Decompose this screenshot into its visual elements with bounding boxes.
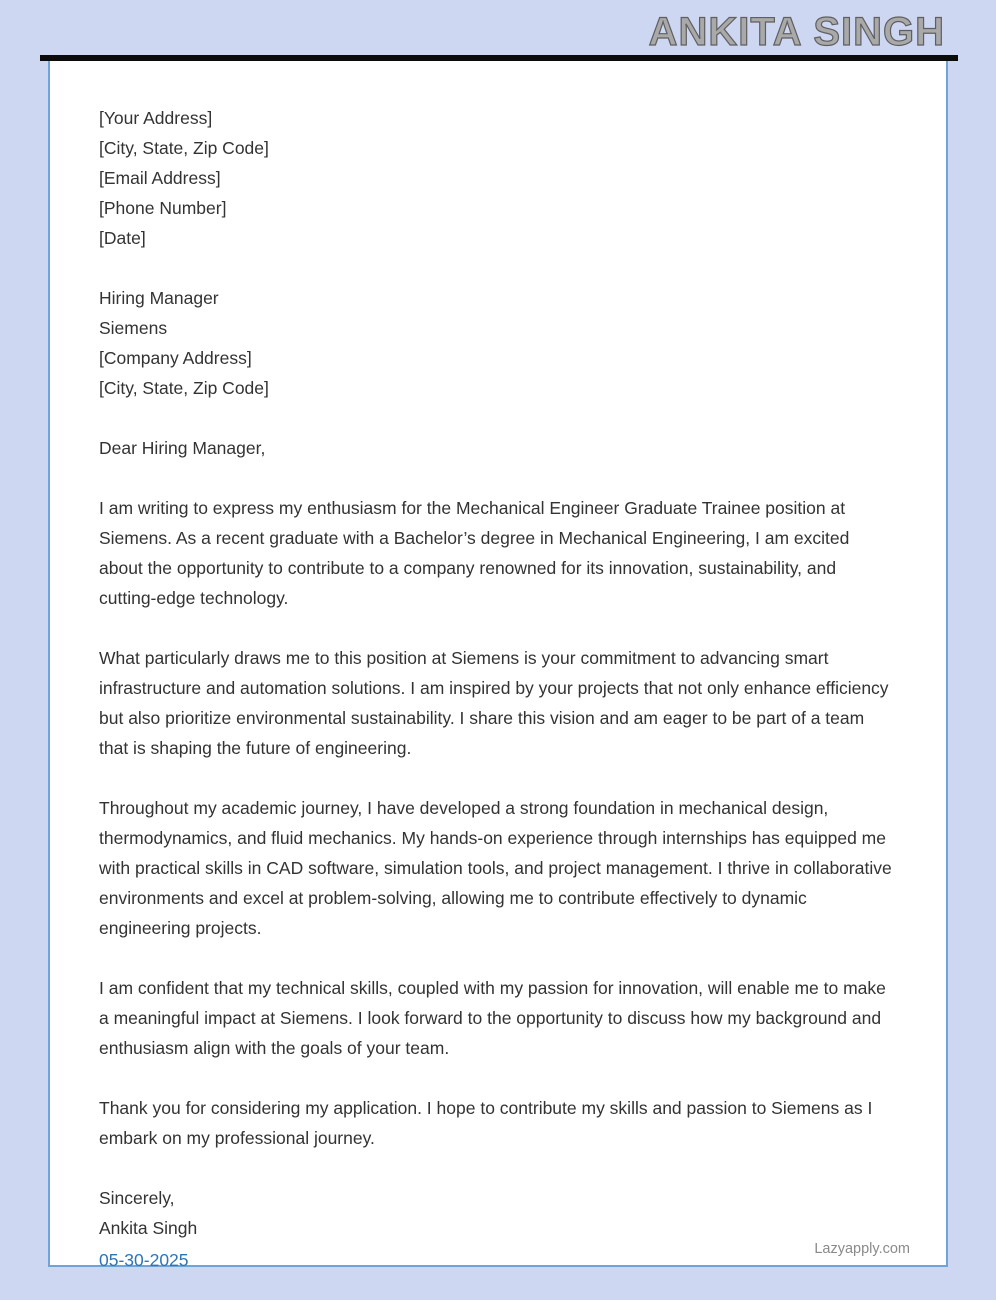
recipient-line: Siemens xyxy=(99,318,168,338)
lazyapply-watermark: Lazyapply.com xyxy=(814,1241,910,1257)
footer-date: 05-30-2025 xyxy=(99,1250,189,1270)
salutation: Dear Hiring Manager, xyxy=(99,438,266,458)
header-divider-rule xyxy=(40,55,958,61)
letter-paragraph: Thank you for considering my application. I hope to contribute my skills and passion to Siemens as I embark on my professional journey. xyxy=(99,1098,873,1148)
letter-paragraph: Throughout my academic journey, I have developed a strong foundation in mechanical design, thermodynamics, and fluid mechanics. My hands-on experience through internships has equipped me with practical skills in CAD software, simulation tools, and project management. I thrive in collaborative environments and excel at problem-solving, allowing me to contribute effectively to dynamic engineering projects. xyxy=(99,798,892,938)
header-candidate-name: ANKITA SINGH xyxy=(648,10,945,54)
recipient-address-block xyxy=(99,283,896,403)
sender-address-line: [Email Address] xyxy=(99,168,221,188)
letter-paragraph: What particularly draws me to this position at Siemens is your commitment to advancing smart infrastructure and automation solutions. I am inspired by your projects that not only enhance efficiency but also prioritize environmental sustainability. I share this vision and am eager to be part of a team that is shaping the future of engineering. xyxy=(99,648,889,758)
sender-address-line: [Phone Number] xyxy=(99,198,227,218)
recipient-line: [City, State, Zip Code] xyxy=(99,378,269,398)
letter-sheet xyxy=(48,57,948,1270)
letter-paragraph: I am confident that my technical skills, coupled with my passion for innovation, will enable me to make a meaningful impact at Siemens. I look forward to the opportunity to discuss how my background and enthusiasm align with the goals of your team. xyxy=(99,978,886,1058)
sender-address-line: [Date] xyxy=(99,228,146,248)
letter-body xyxy=(99,103,896,1243)
closing-block xyxy=(99,1183,896,1243)
signature-name: Ankita Singh xyxy=(99,1218,198,1238)
closing-text: Sincerely, xyxy=(99,1188,175,1208)
recipient-line: Hiring Manager xyxy=(99,288,219,308)
sender-address-line: [Your Address] xyxy=(99,108,213,128)
sender-address-block xyxy=(99,103,896,253)
sender-address-line: [City, State, Zip Code] xyxy=(99,138,269,158)
recipient-line: [Company Address] xyxy=(99,348,252,368)
letter-paragraph: I am writing to express my enthusiasm for the Mechanical Engineer Graduate Trainee position at Siemens. As a recent graduate with a Bachelor’s degree in Mechanical Engineering, I am excited about the opportunity to contribute to a company renowned for its innovation, sustainability, and cutting-edge technology. xyxy=(99,498,850,608)
